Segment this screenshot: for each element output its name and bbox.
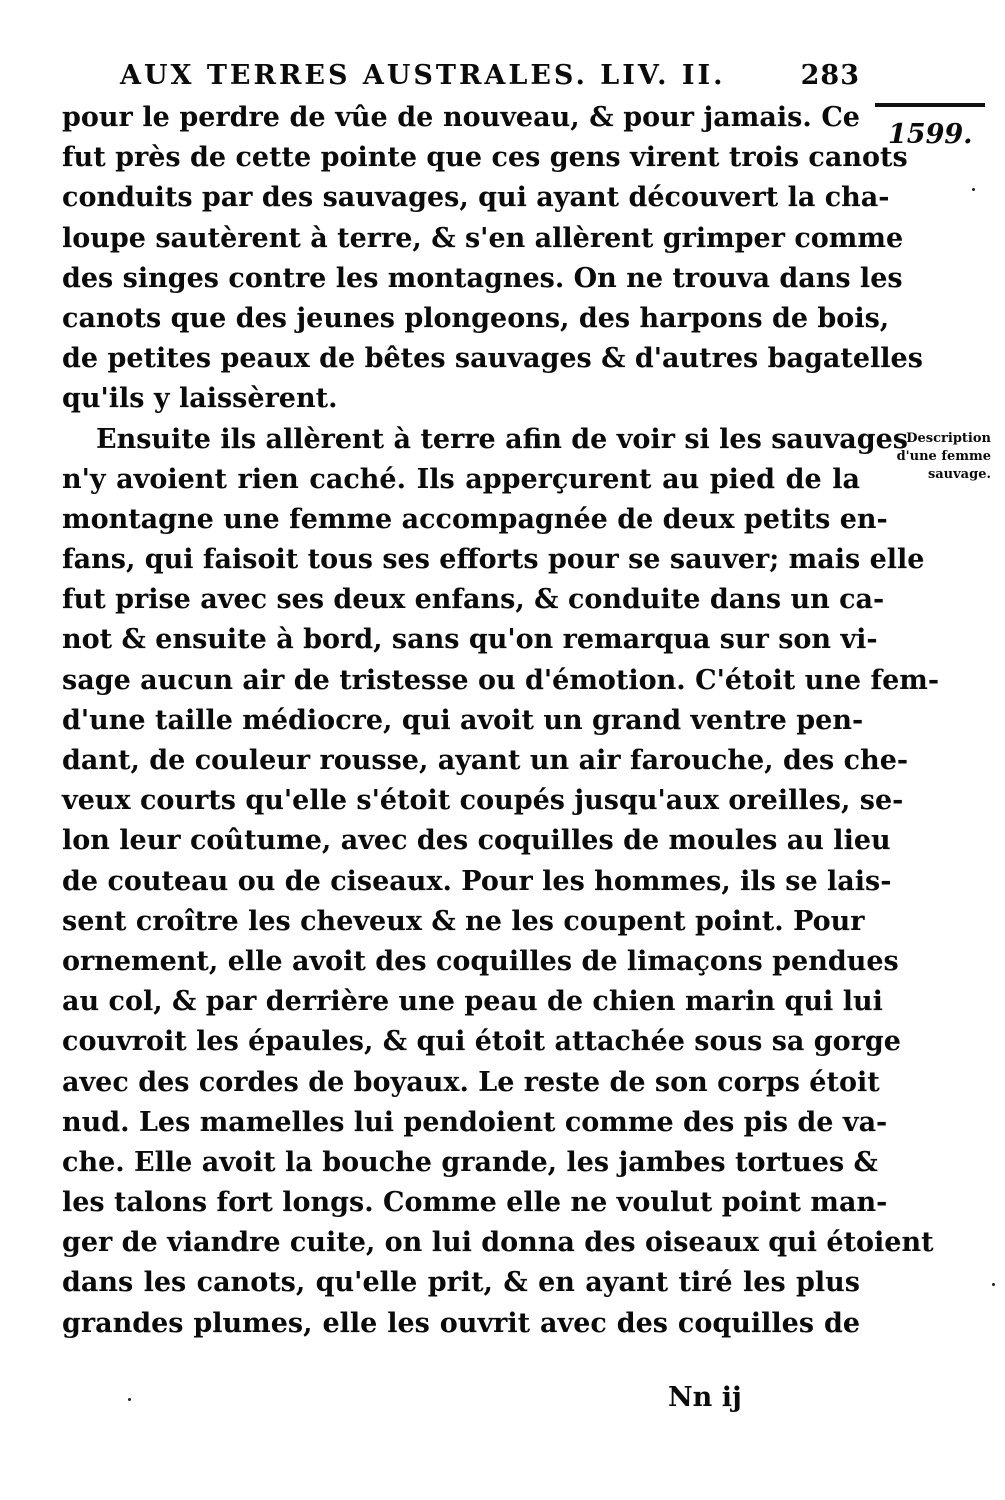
text-line: montagne une femme accompagnée de deux petits en- [62, 503, 888, 535]
text-line: fut prise avec ses deux enfans, & conduite dans un ca- [62, 584, 885, 616]
page-number: 283 [800, 60, 860, 91]
text-line: lon leur coûtume, avec des coquilles de moules au lieu [62, 825, 891, 857]
text-line: dant, de couleur rousse, ayant un air farouche, des che- [62, 745, 909, 776]
text-line: au col, & par derrière une peau de chien marin qui lui [62, 986, 883, 1018]
text-line: Ensuite ils allèrent à terre afin de voir si les sauvages [96, 423, 908, 455]
text-line: veux courts qu'elle s'étoit coupés jusqu'aux oreilles, se- [62, 785, 904, 817]
text-line: qu'ils y laissèrent. [62, 383, 338, 415]
text-line: sent croître les cheveux & ne les coupent point. Pour [62, 905, 865, 937]
text-line: dans les canots, qu'elle prit, & en ayant tiré les plus [62, 1267, 860, 1299]
print-speck [972, 188, 975, 191]
text-line: grandes plumes, elle les ouvrit avec des coquilles de [62, 1307, 860, 1339]
text-line: les talons fort longs. Comme elle ne voulut point man- [62, 1187, 888, 1219]
text-line: de petites peaux de bêtes sauvages & d'autres bagatelles [62, 343, 923, 375]
print-speck [128, 1398, 131, 1401]
text-line: avec des cordes de boyaux. Le reste de son corps étoit [62, 1066, 880, 1098]
text-line: pour le perdre de vûe de nouveau, & pour jamais. Ce [62, 102, 860, 133]
margin-note-line: d'une femme [896, 449, 991, 464]
running-head [120, 56, 860, 96]
text-line: conduits par des sauvages, qui ayant découvert la cha- [62, 182, 890, 214]
text-line: n'y avoient rien caché. Ils apperçurent au pied de la [62, 463, 860, 495]
text-line: ornement, elle avoit des coquilles de limaçons pendues [62, 945, 899, 977]
text-line: not & ensuite à bord, sans qu'on remarqua sur son vi- [62, 624, 878, 656]
signature-mark: Nn ij [668, 1382, 742, 1413]
text-line: sage aucun air de tristesse ou d'émotion. C'étoit une fem- [62, 664, 940, 696]
text-line: couvroit les épaules, & qui étoit attachée sous sa gorge [62, 1026, 901, 1058]
text-line: fut près de cette pointe que ces gens virent trois canots [62, 142, 908, 174]
text-line: fans, qui faisoit tous ses efforts pour se sauver; mais elle [62, 544, 925, 576]
text-line: des singes contre les montagnes. On ne trouva dans les [62, 262, 903, 294]
text-line: d'une taille médiocre, qui avoit un grand ventre pen- [62, 704, 864, 736]
margin-year: 1599. [888, 119, 973, 150]
margin-note-line: sauvage. [927, 467, 991, 482]
text-line: nud. Les mamelles lui pendoient comme des pis de va- [62, 1106, 888, 1138]
text-line: de couteau ou de ciseaux. Pour les hommes, ils se lais- [62, 865, 892, 897]
text-line: che. Elle avoit la bouche grande, les jambes tortues & [62, 1146, 878, 1178]
running-head-title: AUX TERRES AUSTRALES. LIV. II. [120, 60, 726, 91]
text-line: ger de viandre cuite, on lui donna des oiseaux qui étoient [62, 1227, 934, 1259]
margin-rule [875, 103, 985, 107]
text-line: canots que des jeunes plongeons, des harpons de bois, [62, 302, 890, 334]
print-speck [992, 1283, 995, 1286]
text-line: loupe sautèrent à terre, & s'en allèrent grimper comme [62, 222, 904, 254]
margin-note-line: Description [906, 431, 991, 446]
